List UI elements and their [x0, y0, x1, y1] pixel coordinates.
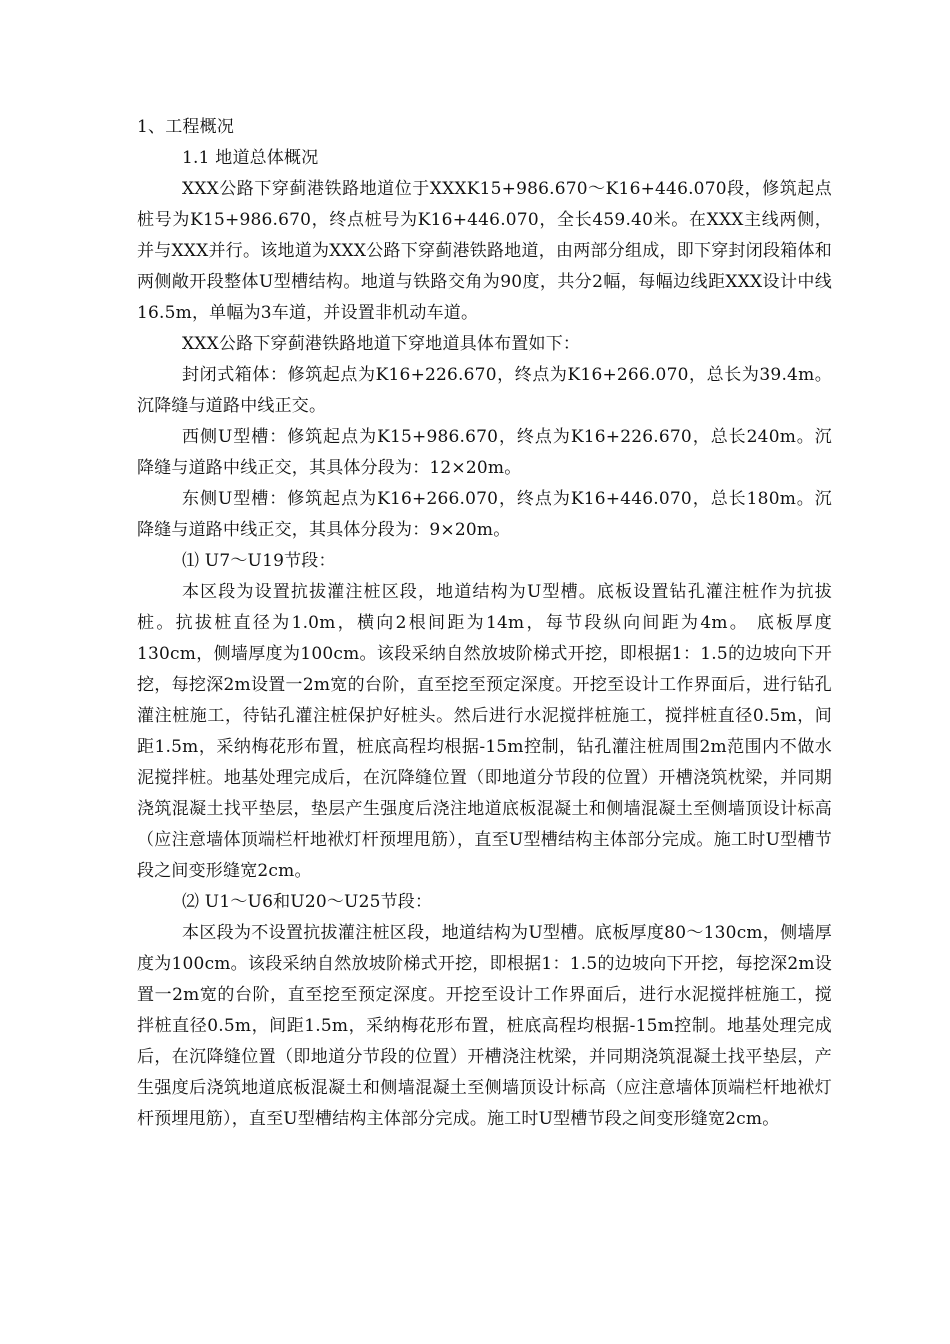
paragraph-overview: XXX公路下穿蓟港铁路地道位于XXXK15+986.670～K16+446.070段，修筑起点桩号为K15+986.670，终点桩号为K16+446.070，全长459.40米。在XXX主线两侧，并与XXX并行。该地道为XXX公路下穿蓟港铁路地道，由两部分组成，即下穿封闭段箱体和两侧敞开段整体U型槽结构。地道与铁路交角为90度，共分2幅，每幅边线距XXX设计中线16.5m，单幅为3车道，并设置非机动车道。 [137, 179, 832, 323]
subheading-u7-u19: ⑴ U7～U19节段： [182, 551, 336, 571]
paragraph-u7-u19: 本区段为设置抗拔灌注桩区段，地道结构为U型槽。底板设置钻孔灌注桩作为抗拔桩。抗拔桩直径为1.0m，横向2根间距为14m，每节段纵向间距为4m。 底板厚度130cm，侧墙厚度为100cm。该段采纳自然放坡阶梯式开挖，即根据1：1.5的边坡向下开挖，每挖深2m设置一2m宽的台阶，直至挖至预定深度。开挖至设计工作界面后，进行钻孔灌注桩施工，待钻孔灌注桩保护好桩头。然后进行水泥搅拌桩施工，搅拌桩直径0.5m，间距1.5m，采纳梅花形布置，桩底高程均根据-15m控制，钻孔灌注桩周围2m范围内不做水泥搅拌桩。地基处理完成后，在沉降缝位置（即地道分节段的位置）开槽浇筑枕梁，并同期浇筑混凝土找平垫层，垫层产生强度后浇注地道底板混凝土和侧墙混凝土至侧墙顶设计标高（应注意墙体顶端栏杆地袱灯杆预埋甩筋），直至U型槽结构主体部分完成。施工时U型槽节段之间变形缝宽2cm。 [137, 582, 832, 881]
paragraph-closed-box: 封闭式箱体：修筑起点为K16+226.670，终点为K16+266.070，总长为39.4m。沉降缝与道路中线正交。 [137, 365, 832, 416]
section-title: 1、工程概况 [137, 117, 235, 137]
document-body [137, 112, 832, 1135]
paragraph-u1-u6-u20-u25: 本区段为不设置抗拔灌注桩区段，地道结构为U型槽。底板厚度80～130cm，侧墙厚度为100cm。该段采纳自然放坡阶梯式开挖，即根据1：1.5的边坡向下开挖，每挖深2m设置一2m宽的台阶，直至挖至预定深度。开挖至设计工作界面后，进行水泥搅拌桩施工，搅拌桩直径0.5m，间距1.5m，采纳梅花形布置，桩底高程均根据-15m控制。地基处理完成后，在沉降缝位置（即地道分节段的位置）开槽浇注枕梁，并同期浇筑混凝土找平垫层，产生强度后浇筑地道底板混凝土和侧墙混凝土至侧墙顶设计标高（应注意墙体顶端栏杆地袱灯杆预埋甩筋），直至U型槽结构主体部分完成。施工时U型槽节段之间变形缝宽2cm。 [137, 923, 832, 1129]
subsection-title: 1.1 地道总体概况 [182, 148, 319, 168]
subheading-u1-u6-u20-u25: ⑵ U1～U6和U20～U25节段： [182, 892, 433, 912]
paragraph-layout-intro: XXX公路下穿蓟港铁路地道下穿地道具体布置如下： [182, 334, 581, 354]
paragraph-east-u-trough: 东侧U型槽：修筑起点为K16+266.070，终点为K16+446.070，总长180m。沉降缝与道路中线正交，其具体分段为：9×20m。 [137, 489, 832, 540]
paragraph-west-u-trough: 西侧U型槽：修筑起点为K15+986.670，终点为K16+226.670，总长240m。沉降缝与道路中线正交，其具体分段为：12×20m。 [137, 427, 832, 478]
